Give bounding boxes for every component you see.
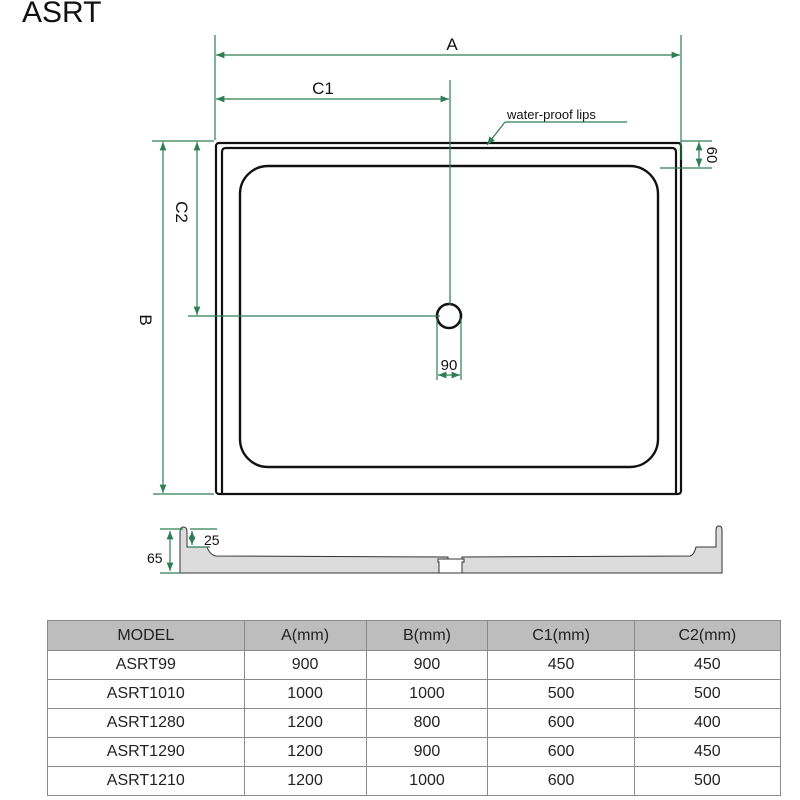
dimension-label-lip-60: 60 [703,146,720,164]
cell-c1: 600 [488,767,634,796]
drain-section [438,559,464,573]
drain-icon [437,304,461,328]
table-row [48,738,781,767]
plan-view [216,143,681,494]
cell-c1: 500 [488,680,634,709]
callout-water-proof-lips: water-proof lips [507,107,596,122]
cell-c2: 400 [634,709,780,738]
cell-a: 1200 [244,709,366,738]
cell-c1: 600 [488,738,634,767]
column-header-model: MODEL [48,621,245,651]
cell-a: 1000 [244,680,366,709]
dimension-label-height-65: 65 [147,550,163,566]
cell-c2: 500 [634,680,780,709]
dimension-label-b: B [136,314,155,326]
cell-c2: 450 [634,738,780,767]
dimension-label-c2: C2 [172,201,191,223]
cell-model: ASRT1210 [48,767,245,796]
table-row [48,767,781,796]
cell-b: 800 [366,709,488,738]
cell-a: 1200 [244,738,366,767]
cell-model: ASRT1290 [48,738,245,767]
dimension-label-a: A [446,35,458,54]
dimension-label-lip-25: 25 [204,532,220,548]
dimension-lines [152,35,712,494]
tray-outer-edge [216,143,681,494]
cell-c1: 450 [488,651,634,680]
dimension-label-drain-90: 90 [440,357,458,374]
column-header-c2: C2(mm) [634,621,780,651]
table-row [48,709,781,738]
table-header-row [48,621,781,651]
cell-b: 1000 [366,680,488,709]
table-row [48,680,781,709]
cell-b: 900 [366,738,488,767]
column-header-c1: C1(mm) [488,621,634,651]
cell-a: 1200 [244,767,366,796]
column-header-a: A(mm) [244,621,366,651]
model-spec-table [47,620,781,796]
cell-c1: 600 [488,709,634,738]
column-header-b: B(mm) [366,621,488,651]
diagram-title: ASRT [22,0,102,29]
cell-a: 900 [244,651,366,680]
cell-c2: 450 [634,651,780,680]
water-proof-lip [222,148,676,494]
dimension-label-c1: C1 [312,79,334,98]
cell-b: 1000 [366,767,488,796]
cell-c2: 500 [634,767,780,796]
cell-b: 900 [366,651,488,680]
section-view [180,526,722,573]
table-row [48,651,781,680]
cell-model: ASRT1280 [48,709,245,738]
cell-model: ASRT1010 [48,680,245,709]
cell-model: ASRT99 [48,651,245,680]
